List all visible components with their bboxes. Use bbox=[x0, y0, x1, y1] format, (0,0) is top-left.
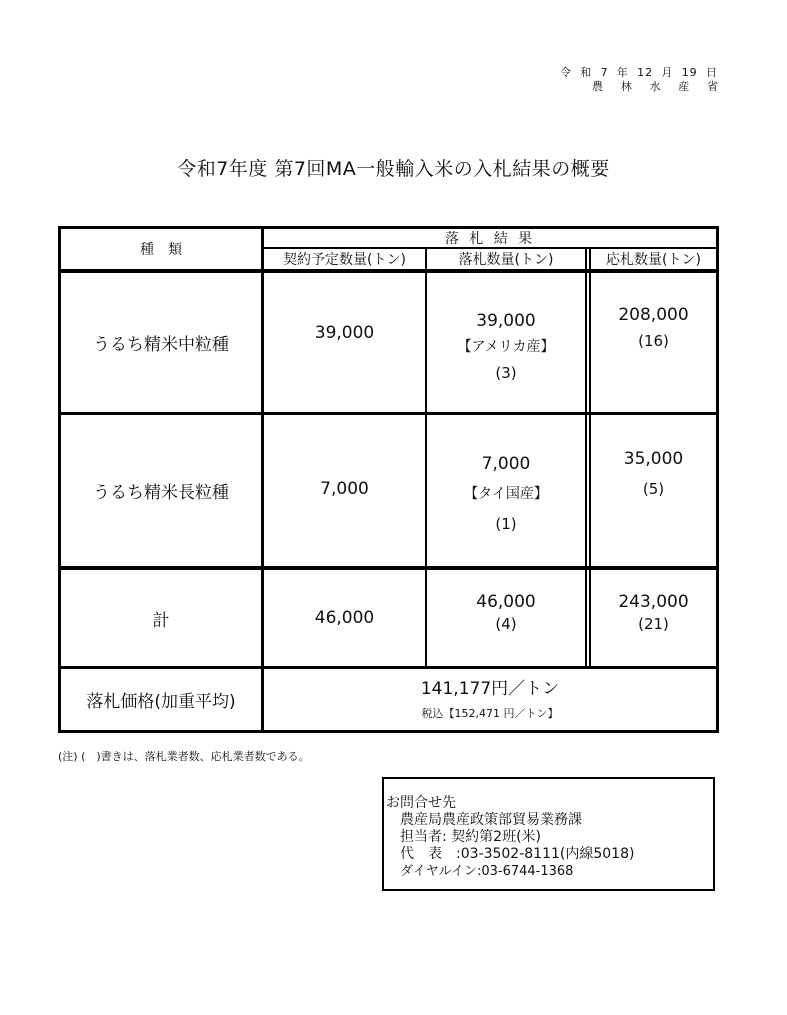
row2-contract-qty: 7,000 bbox=[320, 479, 369, 499]
row2-bid-count: (5) bbox=[642, 480, 665, 498]
price-tax-included: 税込【152,471 円／トン】 bbox=[421, 706, 559, 720]
row1-awarded bbox=[427, 273, 585, 412]
header-bid-qty: 応札数量(トン) bbox=[606, 252, 701, 268]
price-value: 141,177円／トン bbox=[420, 678, 560, 699]
row2-bid bbox=[591, 415, 716, 533]
row1-bid bbox=[591, 273, 716, 383]
row2-awarded-origin: 【タイ国産】 bbox=[464, 485, 548, 502]
ministry-name: 農 林 水 産 省 bbox=[592, 80, 718, 93]
row1-kind: うるち精米中粒種 bbox=[93, 335, 229, 355]
row1-bid-qty: 208,000 bbox=[618, 305, 689, 325]
issue-date: 令 和 7 年 12 月 19 日 bbox=[560, 66, 718, 79]
contact-person: 担当者: 契約第2班(米) bbox=[400, 829, 541, 845]
footnote: (注) ( )書きは、落札業者数、応札業者数である。 bbox=[58, 750, 310, 763]
contact-box bbox=[382, 777, 715, 891]
border-bottom bbox=[58, 730, 719, 733]
row2-kind: うるち精米長粒種 bbox=[93, 483, 229, 503]
total-contract-qty: 46,000 bbox=[314, 608, 375, 628]
price-values bbox=[264, 669, 716, 730]
total-awarded-qty: 46,000 bbox=[476, 592, 536, 612]
contact-department: 農産局農産政策部貿易業務課 bbox=[400, 812, 582, 828]
contact-heading: お問合せ先 bbox=[386, 795, 456, 811]
header-contract-qty: 契約予定数量(トン) bbox=[283, 252, 406, 268]
row1-awarded-count: (3) bbox=[495, 364, 517, 382]
border-right bbox=[716, 226, 719, 733]
contact-main-phone: 代 表 :03-3502-8111(内線5018) bbox=[400, 846, 635, 862]
price-label: 落札価格(加重平均) bbox=[86, 692, 236, 712]
row2-bid-qty: 35,000 bbox=[623, 449, 684, 469]
row2-awarded-count: (1) bbox=[495, 514, 517, 533]
header-awarded-qty: 落札数量(トン) bbox=[458, 252, 554, 268]
header-result-group: 落 札 結 果 bbox=[444, 230, 536, 247]
total-awarded-count: (4) bbox=[495, 615, 517, 633]
row1-contract-qty: 39,000 bbox=[314, 323, 375, 343]
page-title: 令和7年度 第7回MA一般輸入米の入札結果の概要 bbox=[177, 158, 610, 180]
bid-results-table bbox=[58, 226, 719, 733]
row2-awarded-qty: 7,000 bbox=[481, 453, 531, 474]
total-awarded bbox=[427, 570, 585, 656]
row1-awarded-qty: 39,000 bbox=[476, 311, 536, 331]
total-label: 計 bbox=[152, 610, 170, 631]
row2-awarded bbox=[427, 415, 585, 566]
header-kind: 種 類 bbox=[140, 242, 182, 258]
border-col3a bbox=[585, 247, 587, 667]
total-bid-qty: 243,000 bbox=[618, 592, 689, 612]
row1-bid-count: (16) bbox=[638, 332, 669, 350]
contact-direct-phone: ダイヤルイン:03-6744-1368 bbox=[400, 864, 574, 879]
total-bid bbox=[591, 570, 716, 656]
total-bid-count: (21) bbox=[638, 615, 669, 633]
date-ministry-block bbox=[560, 66, 718, 94]
row1-awarded-origin: 【アメリカ産】 bbox=[457, 339, 555, 355]
